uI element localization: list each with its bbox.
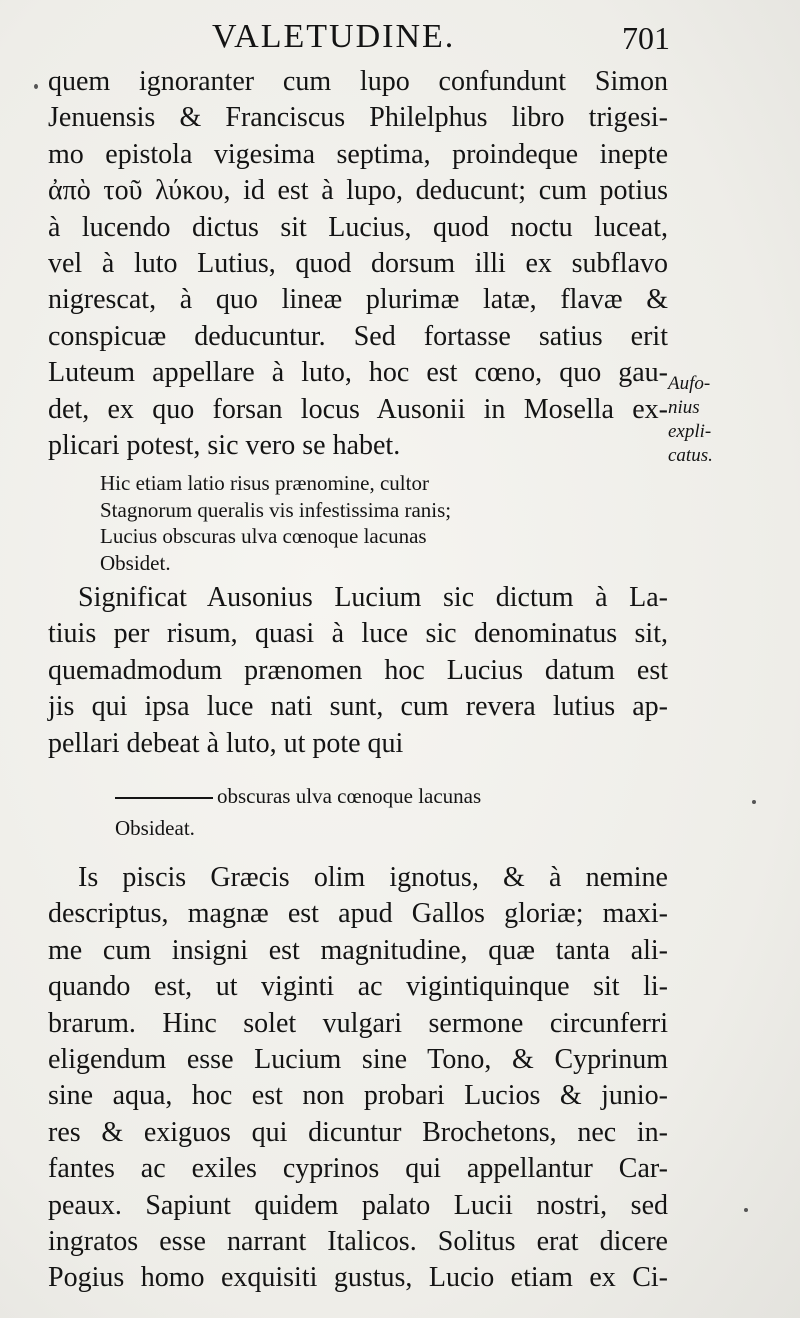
text-line: res & exiguos qui dicuntur Brochetons, nec in- [48, 1116, 668, 1148]
verse-line [115, 780, 585, 812]
text-line: vel à luto Lutius, quod dorsum illi ex subflavo [48, 247, 668, 279]
marginal-line: nius [668, 397, 700, 418]
marginal-line: catus. [668, 445, 713, 466]
text-line: à lucendo dictus sit Lucius, quod noctu luceat, [48, 211, 668, 243]
verse-quotation-1 [100, 470, 580, 576]
text-line: tiuis per risum, quasi à luce sic denominatus sit, [48, 618, 668, 650]
text-line: jis qui ipsa luce nati sunt, cum revera lutius ap- [48, 691, 668, 723]
text-line: descriptus, magnæ est apud Gallos gloriæ; maxi- [48, 898, 668, 930]
text-line: det, ex quo forsan locus Ausonii in Mosella ex- [48, 393, 668, 425]
marginal-line: Aufo- [668, 373, 711, 394]
verse-line: Stagnorum queralis vis infestissima ranis; [100, 497, 452, 522]
text-line: brarum. Hinc solet vulgari sermone circunferri [48, 1007, 668, 1039]
paragraph-3 [48, 860, 668, 1297]
verse-quotation-2 [115, 780, 585, 844]
ink-speck [752, 800, 756, 804]
verse-line: Lucius obscuras ulva cœnoque lacunas [100, 524, 427, 548]
paragraph-1 [48, 64, 668, 464]
text-line: Jenuensis & Franciscus Philelphus libro trigesi- [48, 102, 668, 134]
text-line: nigrescat, à quo lineæ plurimæ latæ, flavæ & [48, 284, 668, 316]
verse-line: Obsidet. [100, 550, 171, 575]
text-line: quando est, ut viginti ac vigintiquinque sit li- [48, 971, 668, 1003]
page-number: 701 [622, 20, 670, 56]
text-line: plicari potest, sic vero se habet. [48, 429, 401, 461]
text-line: pellari debeat à luto, ut pote qui [48, 727, 404, 759]
ink-speck [744, 1208, 748, 1212]
em-dash-rule [115, 797, 213, 799]
verse-line: Obsideat. [115, 816, 195, 840]
text-line: quem ignoranter cum lupo confundunt Simon [48, 66, 668, 97]
text-line: Is piscis Græcis olim ignotus, & à nemine [78, 862, 668, 893]
marginal-note [668, 372, 748, 468]
text-line: mo epistola vigesima septima, proindeque inepte [48, 138, 668, 170]
text-line: ingratos esse narrant Italicos. Solitus erat dicere [48, 1225, 668, 1257]
text-line: sine aqua, hoc est non probari Lucios & junio- [48, 1080, 668, 1112]
verse-line: Hic etiam latio risus prænomine, cultor [100, 471, 429, 495]
text-line: Pogius homo exquisiti gustus, Lucio etiam ex Ci- [48, 1262, 668, 1294]
text-line: quemadmodum prænomen hoc Lucius datum est [48, 654, 668, 686]
verse-text: obscuras ulva cœnoque lacunas [217, 784, 482, 808]
ink-speck [34, 84, 38, 89]
running-title: VALETUDINE. [212, 18, 456, 55]
text-line: Significat Ausonius Lucium sic dictum à La- [78, 582, 668, 613]
text-line: me cum insigni est magnitudine, quæ tanta ali- [48, 934, 668, 966]
text-line: Luteum appellare à luto, hoc est cœno, quo gau- [48, 357, 668, 389]
paragraph-2 [48, 580, 668, 762]
text-line: eligendum esse Lucium sine Tono, & Cyprinum [48, 1043, 668, 1075]
marginal-line: expli- [668, 421, 712, 442]
running-head [200, 18, 670, 62]
text-line: fantes ac exiles cyprinos qui appellantur Car- [48, 1153, 668, 1185]
text-line: ἀπὸ τοῦ λύκου, id est à lupo, deducunt; cum potius [48, 175, 668, 207]
text-line: peaux. Sapiunt quidem palato Lucii nostri, sed [48, 1189, 668, 1221]
text-line: conspicuæ deducuntur. Sed fortasse satius erit [48, 320, 668, 352]
